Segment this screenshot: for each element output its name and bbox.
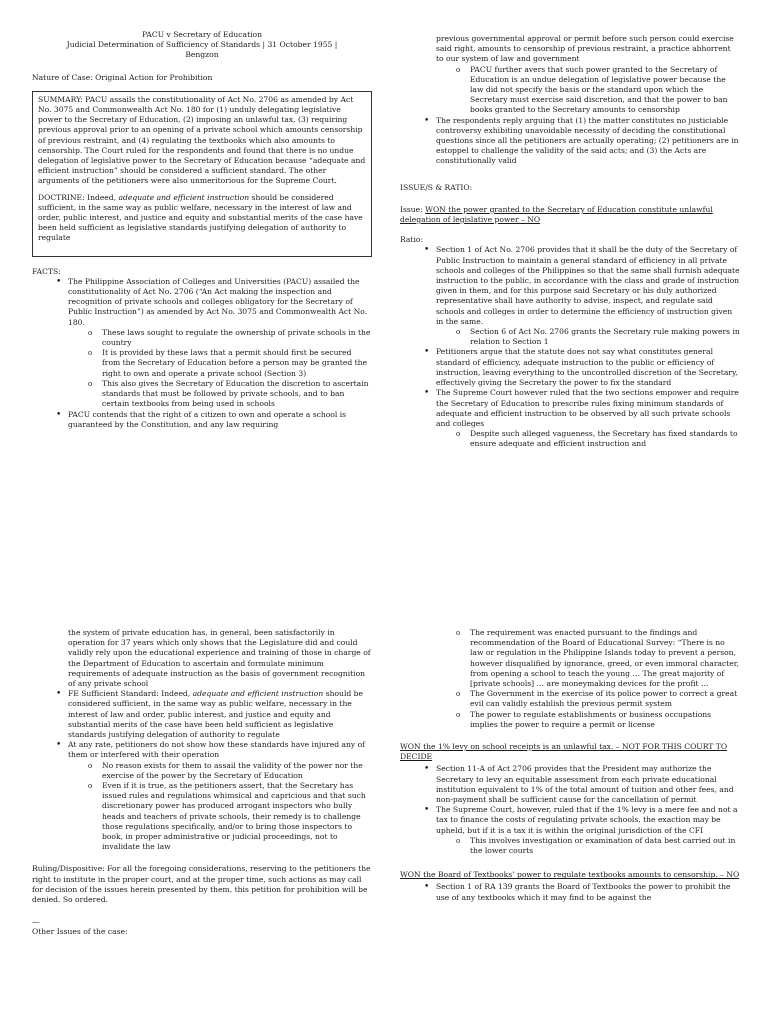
ratio-sublist	[436, 327, 740, 347]
page-gap	[0, 582, 768, 622]
ruling-dispositive: Ruling/Dispositive: For all the foregoing considerations, reserving to the petitioners the right to institute in the proper court, and at the proper time, such actions as may call for decision of the issues herein presented by them, this petition for prohibition will be denied. So ordered.	[32, 864, 371, 905]
facts-sublist	[68, 328, 372, 410]
summary-box	[32, 91, 372, 257]
list-item: • Petitioners argue that the statute does not say what constitutes general standard of efficiency, adequate instruction to the public or efficiency of instruction, leaving everything to the uncontrolled discretion of the Secretary, effectively giving the Secretary the power to fix the standard	[436, 347, 740, 388]
summary-text: SUMMARY: PACU assails the constitutionality of Act No. 2706 as amended by Act No. 3075 and Commonwealth Act No. 180 for (1) unduly delegating legislative power to the Secretary of Education, (2) imposing an unlawful tax, (3) requiring previous approval prior to an opening of a private school which amounts censorship of previous restraint, and (4) regulating the textbooks which also amounts to censorship. The Court ruled for the respondents and found that there is no undue delegation of legislative power to the Secretary of Education because “adequate and efficient instruction” should be considered a sufficient standard. The other arguments of the petitioners were also unmeritorious for the Supreme Court.	[38, 94, 366, 186]
issue-3: WON the Board of Textbooks’ power to regulate textbooks amounts to censorship. – NO	[400, 870, 740, 880]
list-item: • PACU contends that the right of a citizen to own and operate a school is guaranteed by the Constitution, and any law requiring	[68, 410, 372, 430]
list-item: • FE Sufficient Standard: Indeed, adequate and efficient instruction should be considered sufficient, in the same way as public welfare, necessary in the interest of law and order, public interest, and justice and equity and substantial merits of the case have been held sufficient as legislative standards justifying delegation of authority to regulate	[68, 689, 372, 740]
list-item: o These laws sought to regulate the ownership of private schools in the country	[102, 328, 372, 348]
nature-of-case: Nature of Case: Original Action for Prohibition	[32, 72, 213, 82]
ratio-sublist	[68, 761, 372, 853]
case-header	[32, 30, 372, 61]
list-item: • The Philippine Association of Colleges and Universities (PACU) assailed the constitutionality of Act No. 2706 (“An Act making the inspection and recognition of private schools and colleges obligatory for the Secretary of Public Instruction”) as amended by Act No. 3075 and Commonwealth Act No. 180. o These laws sought to regulate the ownership of private schools in the country o It is provided by these laws that a permit should first be secured from the Secretary of Education before a person may be granted the right to own and operate a private school (Section 3) o This also gives the Secretary of Education the discretion to ascertain standards that must be followed by private schools, and to ban certain textbooks from being used in schools	[68, 277, 372, 410]
issue-2-sublist	[436, 836, 740, 856]
list-item: • The Supreme Court however ruled that the two sections empower and require the Secretary of Education to prescribe rules fixing minimum standards of adequate and efficient instruction to be observed by all such private schools and colleges o Despite such alleged vagueness, the Secretary has fixed standards to ensure adequate and efficient instruction and	[436, 388, 740, 449]
issue-2-ratio-list	[400, 764, 740, 856]
page-1-left-column	[32, 30, 372, 430]
facts-continued-sublist	[436, 65, 740, 116]
list-item: • The respondents reply arguing that (1) the matter constitutes no justiciable controversy exhibiting unavoidable necessity of deciding the constitutional questions since all the petitioners are actually operating; (2) petitioners are in estoppel to challenge the validity of the said acts; and (3) the Acts are constitutionally valid	[436, 116, 740, 167]
list-item: previous governmental approval or permit before such person could exercise said right, amounts to censorship of previous restraint, a practice abhorrent to our system of law and government o PACU further avers that such power granted to the Secretary of Education is an undue delegation of legislative power because the law did not specify the basis or the standard upon which the Secretary must exercise said discretion, and that the power to ban books granted to the Secretary amounts to censorship	[436, 34, 740, 116]
ratio-sublist	[436, 429, 740, 449]
list-item: o This involves investigation or examination of data best carried out in the lower courts	[470, 836, 740, 856]
separator-dash: —	[32, 917, 40, 927]
case-ponente: Bengzon	[185, 50, 219, 60]
page-2-left-column	[32, 628, 372, 938]
case-subtitle: Judicial Determination of Sufficiency of Standards | 31 October 1955 |	[66, 40, 338, 50]
list-item: o PACU further avers that such power granted to the Secretary of Education is an undue delegation of legislative power because the law did not specify the basis or the standard upon which the Secretary must exercise said discretion, and that the power to ban books granted to the Secretary amounts to censorship	[470, 65, 740, 116]
list-item: • At any rate, petitioners do not show how these standards have injured any of them or interfered with their operation o No reason exists for them to assail the validity of the power nor the exercise of the power by the Secretary of Education o Even if it is true, as the petitioners assert, that the Secretary has issued rules and regulations whimsical and capricious and that such discretionary power has produced arrogant inspectors who bully heads and teachers of private schools, their remedy is to challenge those regulations specifically, and/or to bring those inspectors to book, in proper administrative or judicial proceedings, not to invalidate the law	[68, 740, 372, 852]
list-item: o Even if it is true, as the petitioners assert, that the Secretary has issued rules and regulations whimsical and capricious and that such discretionary power has produced arrogant inspectors who bully heads and teachers of private schools, their remedy is to challenge those regulations specifically, and/or to bring those inspectors to book, in proper administrative or judicial proceedings, not to invalidate the law	[102, 781, 372, 852]
issues-heading: ISSUE/S & RATIO:	[400, 182, 473, 192]
doctrine-text: DOCTRINE: Indeed, adequate and efficient instruction should be considered sufficient, in the same way as public welfare, necessary in the interest of law and order, public interest, and justice and equity and substantial merits of the case have been held sufficient as legislative standards justifying delegation of authority to regulate	[38, 192, 363, 243]
list-item: • Section 1 of RA 139 grants the Board of Textbooks the power to prohibit the use of any textbooks which it may find to be against the	[436, 882, 740, 902]
list-item: o This also gives the Secretary of Education the discretion to ascertain standards that must be followed by private schools, and to ban certain textbooks from being used in schools	[102, 379, 372, 410]
list-item: • The Supreme Court, however, ruled that if the 1% levy is a mere fee and not a tax to finance the costs of regulating private schools, the exaction may be upheld, but if it is a tax it is within the original jurisdiction of the CFI o This involves investigation or examination of data best carried out in the lower courts	[436, 805, 740, 856]
list-item: o Despite such alleged vagueness, the Secretary has fixed standards to ensure adequate and efficient instruction and	[470, 429, 740, 449]
issue-2: WON the 1% levy on school receipts is an unlawful tax. – NOT FOR THIS COURT TO DECIDE	[400, 742, 728, 762]
page-2	[0, 622, 768, 1024]
list-item: o The Government in the exercise of its police power to correct a great evil can validly establish the previous permit system	[470, 689, 740, 709]
facts-heading: FACTS:	[32, 266, 61, 276]
ratio-heading: Ratio:	[400, 235, 424, 245]
list-item: o Section 6 of Act No. 2706 grants the Secretary rule making powers in relation to Section 1	[470, 327, 740, 347]
facts-list	[32, 277, 372, 430]
ratio-list	[400, 245, 740, 449]
list-item: • Section 1 of Act No. 2706 provides that it shall be the duty of the Secretary of Public Instruction to maintain a general standard of efficiency in all private schools and colleges of the Philippines so that the same shall furnish adequate instruction to the public, in accordance with the class and grade of instruction given in them, and for this purpose said Secretary or his duly authorized representative shall have authority to advise, inspect, and regulate said schools and colleges in order to determine the efficiency of instruction given in the same. o Section 6 of Act No. 2706 grants the Secretary rule making powers in relation to Section 1	[436, 245, 740, 347]
case-title: PACU v Secretary of Education	[141, 30, 263, 39]
list-item: o The requirement was enacted pursuant to the findings and recommendation of the Board of Educational Survey: “There is no law or regulation in the Philippine Islands today to prevent a person, however disqualified by ignorance, greed, or even immoral character, from opening a school to teach the young … The great majority of [private schools] … are moneymaking devices for the profit …	[470, 628, 740, 689]
list-item: o No reason exists for them to assail the validity of the power nor the exercise of the power by the Secretary of Education	[102, 761, 372, 781]
ratio-continued-list	[32, 628, 372, 852]
issue-1: Issue: WON the power granted to the Secretary of Education constitute unlawful delegation of legislative power – NO	[400, 204, 713, 225]
list-item: the system of private education has, in general, been satisfactorily in operation for 37 years which only shows that the Legislature did and could validly rely upon the educational experience and training of those in charge of the Department of Education to ascertain and formulate minimum requirements of adequate instruction as the basis of government recognition of any private school	[68, 628, 371, 689]
other-issues-heading: Other Issues of the case:	[32, 927, 128, 937]
ratio-continued-sublist	[400, 628, 740, 730]
page-2-right-column	[400, 628, 740, 903]
list-item: o The power to regulate establishments or business occupations implies the power to require a permit or license	[470, 710, 740, 730]
issue-3-ratio-list	[400, 882, 740, 902]
list-item: • Section 11-A of Act 2706 provides that the President may authorize the Secretary to levy an equitable assessment from each private educational institution equivalent to 1% of the total amount of tuition and other fees, and non-payment shall be sufficient cause for the cancellation of permit	[436, 764, 740, 805]
page-1-right-column	[400, 34, 740, 450]
list-item: o It is provided by these laws that a permit should first be secured from the Secretary of Education before a person may be granted the right to own and operate a private school (Section 3)	[102, 348, 372, 379]
facts-continued-list	[400, 34, 740, 167]
